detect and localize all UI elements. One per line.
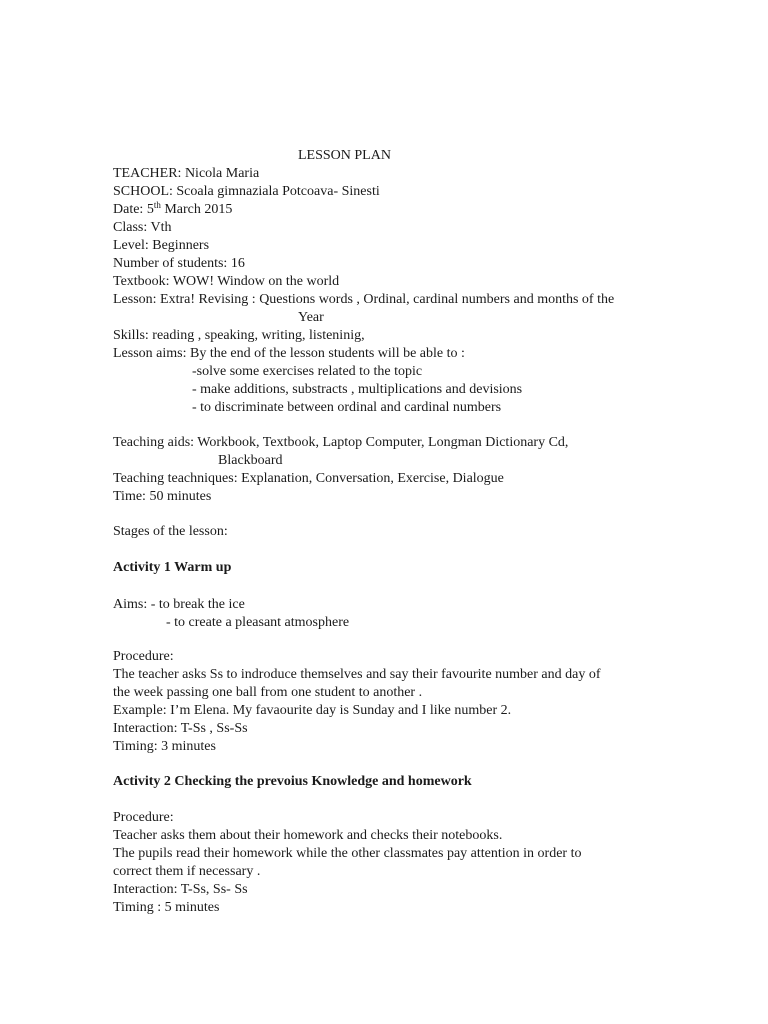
time-line: Time: 50 minutes: [113, 489, 212, 504]
activity-1-timing: Timing: 3 minutes: [113, 739, 216, 754]
activity-1-procedure-text: the week passing one ball from one student to another .: [113, 685, 423, 700]
page-title: LESSON PLAN: [298, 148, 391, 163]
techniques-line: Teaching teachniques: Explanation, Conversation, Exercise, Dialogue: [113, 471, 504, 486]
activity-2-interaction: Interaction: T-Ss, Ss- Ss: [113, 882, 248, 897]
date-superscript: th: [153, 200, 161, 210]
activity-1-interaction: Interaction: T-Ss , Ss-Ss: [113, 721, 248, 736]
textbook-line: Textbook: WOW! Window on the world: [113, 274, 340, 289]
teaching-aids-line: Teaching aids: Workbook, Textbook, Laptop Computer, Longman Dictionary Cd,: [113, 435, 569, 450]
activity-1-aims-continued: - to create a pleasant atmosphere: [166, 615, 350, 630]
activity-1-aims: Aims: - to break the ice: [113, 597, 245, 612]
lesson-line-continued: Year: [298, 310, 324, 325]
activity-2-procedure-text: Teacher asks them about their homework and checks their notebooks.: [113, 828, 503, 843]
aims-intro-line: Lesson aims: By the end of the lesson students will be able to :: [113, 346, 465, 361]
school-line: SCHOOL: Scoala gimnaziala Potcoava- Sinesti: [113, 184, 380, 199]
students-line: Number of students: 16: [113, 256, 245, 271]
stages-line: Stages of the lesson:: [113, 524, 228, 539]
activity-2-heading: Activity 2 Checking the prevoius Knowledge and homework: [113, 774, 472, 789]
activity-1-procedure-label: Procedure:: [113, 649, 174, 664]
class-line: Class: Vth: [113, 220, 172, 235]
date-suffix: March 2015: [160, 202, 233, 217]
activity-2-procedure-text: The pupils read their homework while the other classmates pay attention in order to: [113, 846, 582, 861]
aim-item: - to discriminate between ordinal and cardinal numbers: [192, 400, 502, 415]
teacher-line: TEACHER: Nicola Maria: [113, 166, 260, 181]
activity-2-procedure-label: Procedure:: [113, 810, 174, 825]
date-line: [113, 201, 232, 219]
lesson-line: Lesson: Extra! Revising : Questions words , Ordinal, cardinal numbers and months of the: [113, 292, 615, 307]
teaching-aids-continued: Blackboard: [218, 453, 283, 468]
activity-2-timing: Timing : 5 minutes: [113, 900, 220, 915]
level-line: Level: Beginners: [113, 238, 210, 253]
skills-line: Skills: reading , speaking, writing, listeninig,: [113, 328, 365, 343]
date-prefix: Date: 5: [113, 202, 154, 217]
activity-1-heading: Activity 1 Warm up: [113, 560, 232, 575]
aim-item: -solve some exercises related to the topic: [192, 364, 423, 379]
activity-2-procedure-text: correct them if necessary .: [113, 864, 261, 879]
activity-1-example: Example: I’m Elena. My favaourite day is Sunday and I like number 2.: [113, 703, 512, 718]
activity-1-procedure-text: The teacher asks Ss to indroduce themselves and say their favourite number and day of: [113, 667, 601, 682]
aim-item: - make additions, substracts , multiplications and devisions: [192, 382, 523, 397]
